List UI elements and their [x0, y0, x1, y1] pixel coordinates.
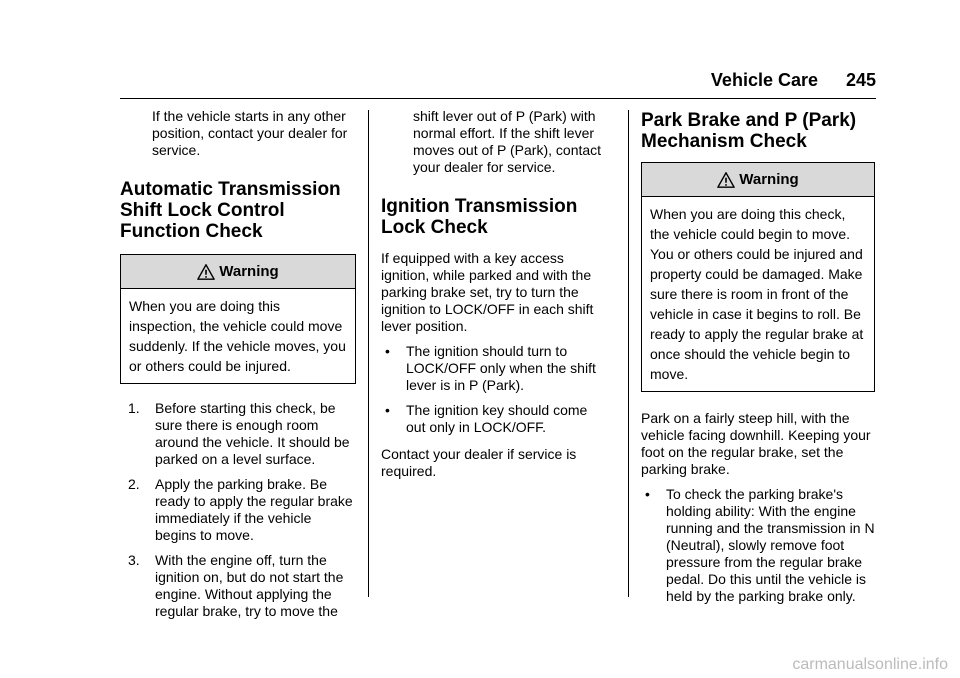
- page-number: 245: [845, 70, 876, 90]
- section-heading: Park Brake and P (Park) Mechanism Check: [641, 110, 857, 152]
- warning-header: [642, 163, 874, 197]
- list-item: • The ignition key should come out only in LOCK/OFF.: [385, 402, 588, 435]
- list-item: 2. Apply the parking brake. Be ready to apply the regular brake immediately if the vehicle begins to move.: [128, 476, 353, 543]
- warning-text: When you are doing this check, the vehicle could begin to move. You or others could be injured and property could be damaged. Make sure there is room in front of the vehicle in case it begins to roll. Be ready to apply the regular brake at once should the vehicle begin to move.: [650, 206, 864, 382]
- column-divider: [628, 110, 629, 597]
- column-3: [641, 108, 875, 605]
- warning-header: [121, 255, 355, 289]
- warning-box: [120, 254, 356, 384]
- page-header: [120, 68, 876, 99]
- warning-label: Warning: [739, 171, 799, 188]
- column-divider: [368, 110, 369, 597]
- intro-paragraph: Park on a fairly steep hill, with the vehicle facing downhill. Keeping your foot on the regular brake, set the parking brake.: [641, 410, 871, 477]
- section-heading: Automatic Transmission Shift Lock Control Function Check: [120, 179, 341, 242]
- continuation-text: If the vehicle starts in any other position, contact your dealer for service.: [152, 108, 348, 158]
- warning-triangle-icon: [197, 263, 215, 281]
- steps-list: [120, 400, 356, 620]
- list-item: 1. Before starting this check, be sure there is enough room around the vehicle. It should be parked on a level surface.: [128, 400, 350, 467]
- warning-triangle-icon: [717, 171, 735, 189]
- section-title: Vehicle Care: [710, 70, 818, 90]
- list-item: • The ignition should turn to LOCK/OFF only when the shift lever is in P (Park).: [385, 343, 596, 393]
- intro-paragraph: If equipped with a key access ignition, while parked and with the parking brake set, try to turn the ignition to LOCK/OFF in each shift lever position.: [381, 250, 594, 334]
- list-item: 3. With the engine off, turn the ignition on, but do not start the engine. Without applying the regular brake, try to move the: [128, 552, 344, 619]
- continuation-text: shift lever out of P (Park) with normal effort. If the shift lever moves out of P (Park), contact your dealer for service.: [413, 108, 602, 175]
- column-2: [381, 108, 609, 480]
- watermark-text: carmanualsonline.info: [792, 656, 948, 673]
- warning-text: When you are doing this inspection, the vehicle could move suddenly. If the vehicle moves, you or others could be injured.: [129, 298, 346, 374]
- warning-label: Warning: [219, 263, 279, 280]
- list-item: • To check the parking brake's holding ability: With the engine running and the transmission in N (Neutral), slowly remove foot pressure from the regular brake pedal. Do this until the vehicle is held by the parking brake only.: [645, 486, 875, 604]
- closing-paragraph: Contact your dealer if service is required.: [381, 446, 577, 479]
- warning-box: [641, 162, 875, 392]
- section-heading: Ignition Transmission Lock Check: [381, 196, 578, 238]
- column-1: [120, 108, 356, 620]
